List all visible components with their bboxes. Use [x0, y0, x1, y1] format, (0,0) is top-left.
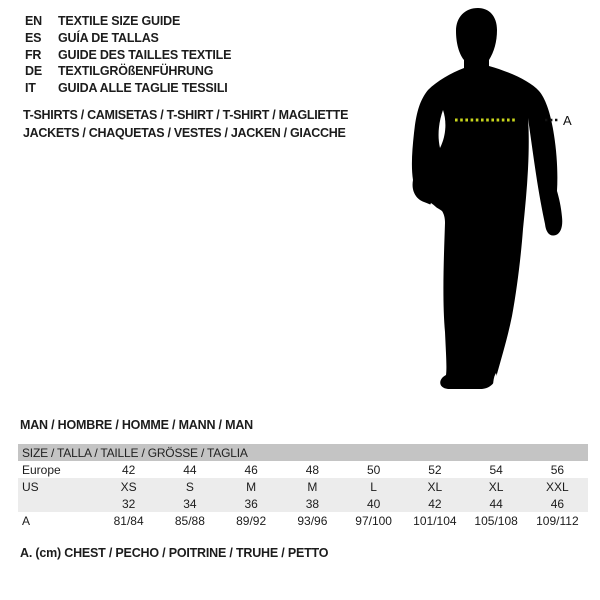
size-cell: 46: [244, 462, 258, 477]
language-row: [25, 13, 231, 30]
language-label: TEXTILE SIZE GUIDE: [58, 14, 181, 28]
size-cell: 97/100: [355, 513, 392, 528]
category-tshirts: T-SHIRTS / CAMISETAS / T-SHIRT / T-SHIRT / MAGLIETTE: [23, 108, 349, 122]
size-cell: L: [343, 478, 404, 495]
size-cell: 42: [121, 462, 136, 477]
size-cell: 48: [305, 462, 320, 477]
language-row: [25, 30, 231, 47]
size-cell: 50: [366, 462, 381, 477]
table-row-chest-a: [18, 512, 588, 529]
language-row: [25, 80, 231, 97]
language-label: GUIDA ALLE TAGLIE TESSILI: [58, 81, 228, 96]
size-cell: 38: [282, 495, 343, 512]
size-table-header-row: [18, 444, 588, 461]
size-cell: 101/104: [413, 513, 457, 528]
table-row-us-numeric: [18, 495, 588, 512]
size-cell: 34: [159, 495, 220, 512]
size-cell: S: [159, 478, 220, 495]
size-cell: M: [282, 478, 343, 495]
size-cell: 52: [428, 462, 442, 477]
language-list: [25, 13, 231, 97]
size-cell: 32: [98, 495, 159, 512]
size-cell: 56: [550, 462, 565, 477]
row-label: [18, 495, 98, 512]
category-list: [23, 106, 348, 142]
language-code: EN: [25, 14, 42, 28]
size-cell: 40: [343, 495, 404, 512]
size-cell: 54: [489, 462, 503, 477]
size-cell: 89/92: [236, 513, 267, 528]
man-figure: [390, 2, 590, 402]
size-cell: 81/84: [113, 513, 144, 528]
size-cell: 93/96: [297, 513, 328, 528]
size-cell: 85/88: [174, 513, 205, 528]
size-cell: 42: [404, 495, 465, 512]
footnote-chest-measure: A. (cm) CHEST / PECHO / POITRINE / TRUHE / PETTO: [20, 546, 329, 560]
section-title-man: MAN / HOMBRE / HOMME / MANN / MAN: [20, 418, 253, 432]
language-row: [25, 63, 231, 80]
size-cell: 44: [466, 495, 527, 512]
size-cell: 105/108: [474, 513, 518, 528]
size-table-header: SIZE / TALLA / TAILLE / GRÖSSE / TAGLIA: [18, 444, 588, 461]
table-row-europe: [18, 461, 588, 478]
row-label: Europe: [22, 462, 61, 477]
size-table: [18, 444, 588, 529]
man-silhouette: [412, 8, 562, 389]
size-cell: M: [221, 478, 282, 495]
language-label: GUÍA DE TALLAS: [58, 30, 159, 45]
size-cell: XS: [98, 478, 159, 495]
category-jackets: JACKETS / CHAQUETAS / VESTES / JACKEN / GIACCHE: [23, 126, 346, 140]
measure-label-a: A: [563, 113, 572, 128]
size-cell: 44: [183, 462, 197, 477]
size-cell: XL: [466, 478, 527, 495]
man-silhouette-svg: [390, 2, 590, 402]
language-row: [25, 47, 231, 64]
table-row-us-letter: [18, 478, 588, 495]
language-code: IT: [25, 81, 36, 96]
size-cell: XL: [404, 478, 465, 495]
size-cell: 36: [221, 495, 282, 512]
row-label: A: [22, 513, 31, 528]
size-cell: XXL: [527, 478, 588, 495]
language-code: ES: [25, 30, 42, 45]
language-code: DE: [25, 64, 42, 79]
language-label: GUIDE DES TAILLES TEXTILE: [58, 47, 232, 62]
size-cell: 46: [527, 495, 588, 512]
language-code: FR: [25, 47, 42, 62]
language-label: TEXTILGRÖßENFÜHRUNG: [58, 64, 214, 79]
row-label: US: [18, 478, 98, 495]
size-cell: 109/112: [536, 513, 579, 528]
